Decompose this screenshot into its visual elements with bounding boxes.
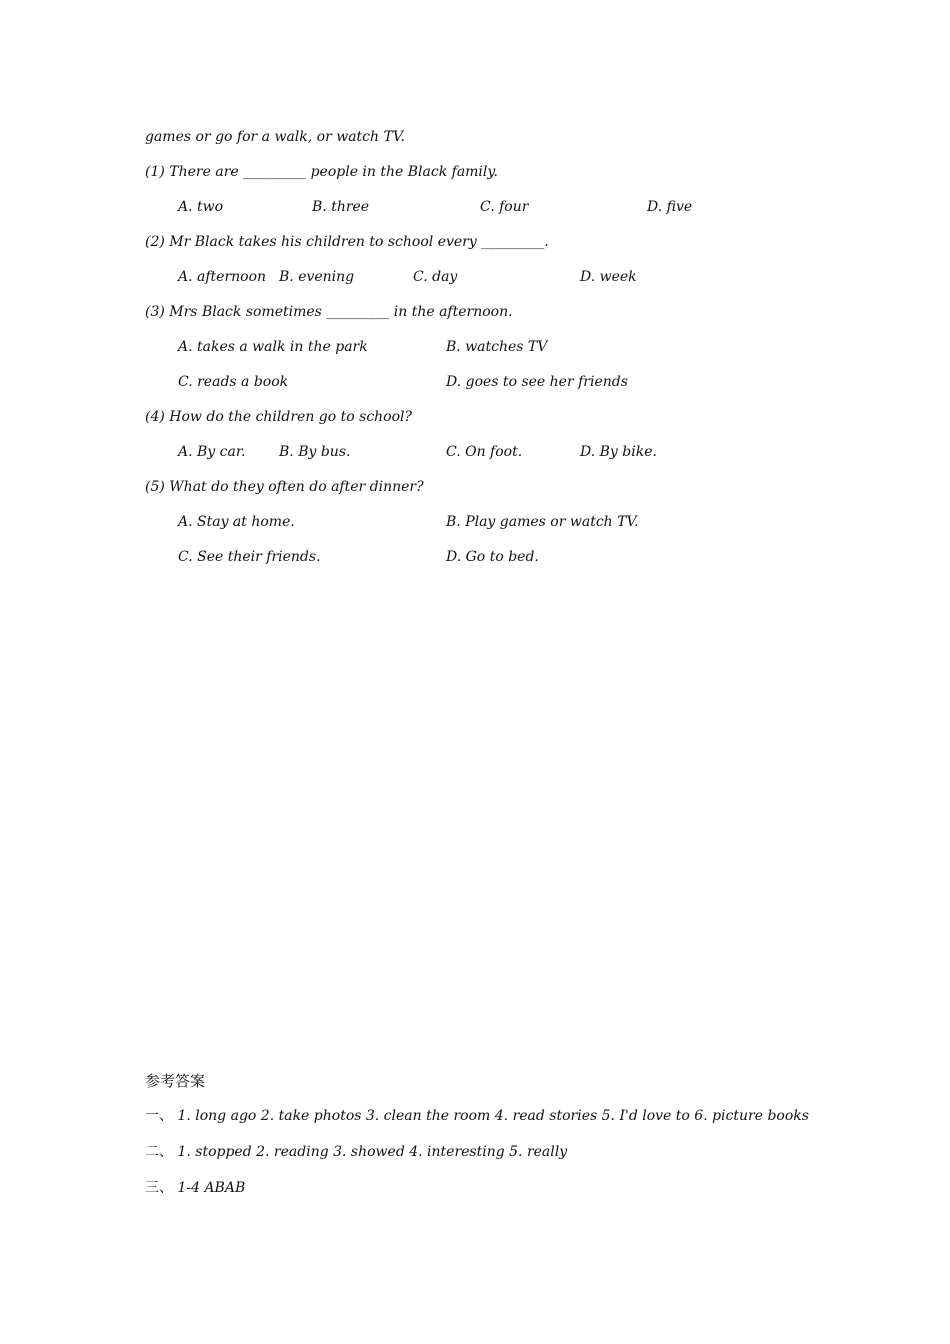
answer-section-2-mark: 二、 [145,1144,173,1160]
answer-section-3 [145,1179,245,1197]
question-1-stem: (1) There are _________ people in the Black family. [145,164,498,180]
answer-section-3-text: 1-4 ABAB [177,1180,246,1196]
question-2-option-b: B. evening [279,269,355,285]
question-5-stem: (5) What do they often do after dinner? [145,479,424,495]
question-5-option-c: C. See their friends. [178,549,321,565]
question-4-stem: (4) How do the children go to school? [145,409,413,425]
passage-ending: games or go for a walk, or watch TV. [145,129,405,145]
question-1-option-b: B. three [312,199,370,215]
question-4-option-a: A. By car. [178,444,246,460]
answer-section-1 [145,1107,809,1125]
answer-section-3-mark: 三、 [145,1180,173,1196]
question-5-option-d: D. Go to bed. [446,549,539,565]
answer-section-1-text: 1. long ago 2. take photos 3. clean the room 4. read stories 5. I'd love to 6. picture books [177,1108,809,1124]
question-3-option-d: D. goes to see her friends [446,374,628,390]
question-1-option-c: C. four [480,199,529,215]
question-1-option-a: A. two [178,199,224,215]
question-2-option-a: A. afternoon [178,269,267,285]
question-1-option-d: D. five [647,199,693,215]
answer-section-1-mark: 一、 [145,1108,173,1124]
answer-section-2-text: 1. stopped 2. reading 3. showed 4. interesting 5. really [177,1144,568,1160]
answer-section-2 [145,1143,567,1161]
question-4-option-b: B. By bus. [279,444,351,460]
question-4-option-d: D. By bike. [580,444,657,460]
question-4-option-c: C. On foot. [446,444,523,460]
question-2-option-c: C. day [413,269,458,285]
question-2-option-d: D. week [580,269,637,285]
question-3-option-c: C. reads a book [178,374,289,390]
question-5-option-a: A. Stay at home. [178,514,295,530]
question-5-option-b: B. Play games or watch TV. [446,514,639,530]
question-3-option-b: B. watches TV [446,339,548,355]
question-3-option-a: A. takes a walk in the park [178,339,368,355]
question-3-stem: (3) Mrs Black sometimes _________ in the afternoon. [145,304,513,320]
answer-key-heading: 参考答案 [145,1072,206,1090]
question-2-stem: (2) Mr Black takes his children to school every _________. [145,234,549,250]
